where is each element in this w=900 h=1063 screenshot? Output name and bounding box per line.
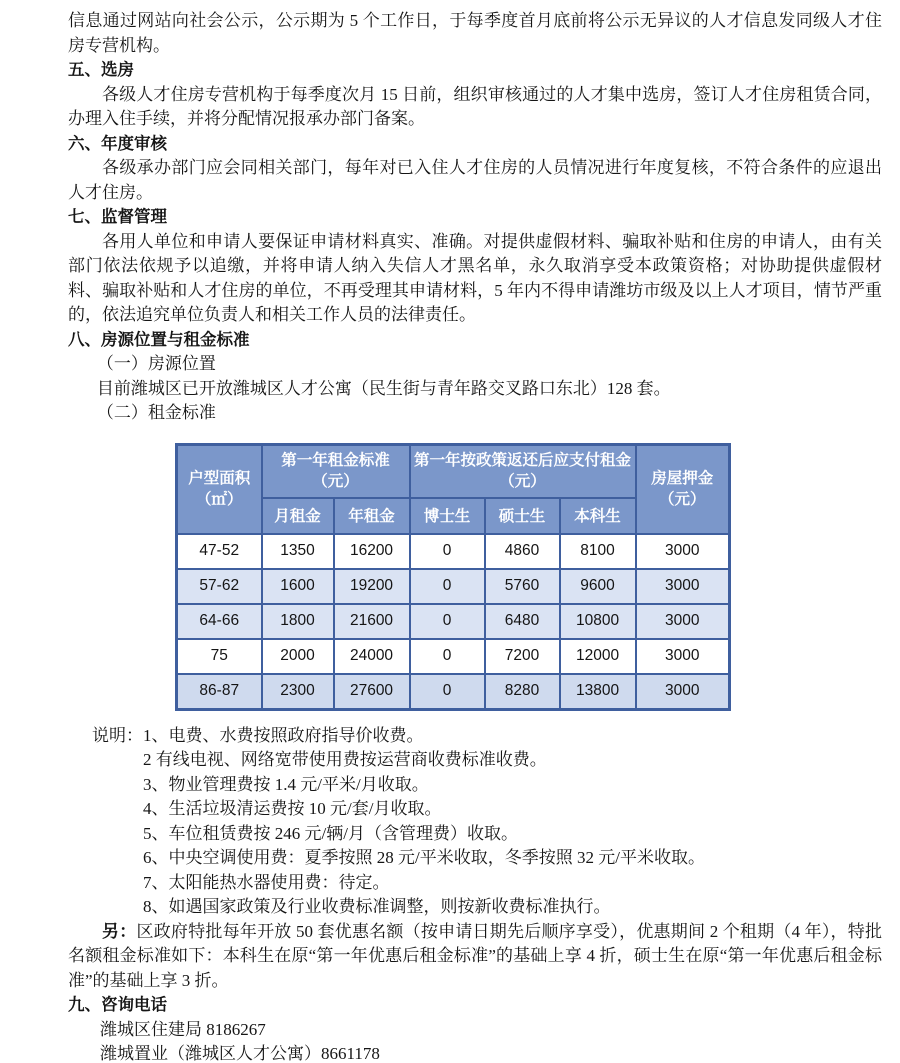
note-item-7: 7、太阳能热水器使用费：待定。 (143, 872, 390, 892)
cell-deposit: 3000 (636, 569, 730, 604)
extra-body: 区政府特批每年开放 50 套优惠名额（按申请日期先后顺序享受），优惠期间 2 个租期（4 年），特批名额租金标准如下：本科生在原“第一年优惠后租金标准”的基础上享 4 折，硕士生在原“第一年优惠后租金标准”的基础上享 3 折。 (68, 921, 883, 990)
cell-master: 7200 (485, 639, 560, 674)
cell-deposit: 3000 (636, 674, 730, 709)
note-item-5: 5、车位租赁费按 246 元/辆/月（含管理费）收取。 (143, 823, 518, 843)
cell-monthly: 2300 (262, 674, 334, 709)
section-body-6: 各级承办部门应会同相关部门，每年对已入住人才住房的人员情况进行年度复核，不符合条件的应退出人才住房。 (68, 158, 882, 202)
th-monthly: 月租金 (262, 498, 334, 534)
th-master: 硕士生 (485, 498, 560, 534)
cell-area: 47-52 (177, 534, 262, 569)
rent-table-wrap (175, 443, 882, 711)
section-heading-8: 八、房源位置与租金标准 (68, 330, 250, 349)
table-row (177, 569, 730, 604)
note-item-6: 6、中央空调使用费：夏季按照 28 元/平米收取，冬季按照 32 元/平米收取。 (143, 848, 705, 867)
section-heading-7: 七、监督管理 (68, 208, 167, 226)
cell-area: 86-87 (177, 674, 262, 709)
note-first-line (92, 724, 882, 749)
cell-master: 8280 (485, 674, 560, 709)
cell-area: 57-62 (177, 569, 262, 604)
rent-standard-table (175, 443, 731, 711)
cell-monthly: 1600 (262, 569, 334, 604)
cell-doctor: 0 (410, 604, 485, 639)
section-heading-9: 九、咨询电话 (68, 996, 167, 1014)
cell-doctor: 0 (410, 674, 485, 709)
cell-yearly: 16200 (334, 534, 410, 569)
cell-bachelor: 13800 (560, 674, 636, 709)
subsection-body-1: 目前潍城区已开放潍城区人才公寓（民生街与青年路交叉路口东北）128 套。 (96, 378, 671, 398)
cell-yearly: 27600 (334, 674, 410, 709)
cell-master: 5760 (485, 569, 560, 604)
table-row (177, 639, 730, 674)
cell-doctor: 0 (410, 639, 485, 674)
cell-area: 75 (177, 639, 262, 674)
cell-yearly: 19200 (334, 569, 410, 604)
cell-doctor: 0 (410, 569, 485, 604)
th-first-year-group: 第一年租金标准（元） (262, 444, 410, 498)
cell-yearly: 21600 (334, 604, 410, 639)
contact-line-1: 潍城区住建局 8186267 (100, 1019, 266, 1039)
subsection-label-1: （一）房源位置 (96, 354, 216, 373)
notes-label: 说明： (92, 725, 143, 745)
note-item-4: 4、生活垃圾清运费按 10 元/套/月收取。 (143, 799, 442, 818)
section-body-5: 各级人才住房专营机构于每季度次月 15 日前，组织审核通过的人才集中选房，签订人才住房租赁合同，办理入住手续，并将分配情况报承办部门备案。 (68, 84, 882, 128)
note-item-8: 8、如遇国家政策及行业收费标准调整，则按新收费标准执行。 (143, 897, 611, 916)
cell-bachelor: 9600 (560, 569, 636, 604)
cell-bachelor: 12000 (560, 639, 636, 674)
th-after-policy-group: 第一年按政策返还后应支付租金（元） (410, 444, 636, 498)
contact-line-2: 潍城置业（潍城区人才公寓）8661178 (100, 1044, 380, 1063)
continuation-paragraph: 信息通过网站向社会公示，公示期为 5 个工作日，于每季度首月底前将公示无异议的人才信息发同级人才住房专营机构。 (68, 11, 882, 55)
th-deposit: 房屋押金（元） (636, 444, 730, 534)
section-body-7: 各用人单位和申请人要保证申请材料真实、准确。对提供虚假材料、骗取补贴和住房的申请人，由有关部门依法依规予以追缴，并将申请人纳入失信人才黑名单，永久取消享受本政策资格；对协助提供虚假材料、骗取补贴和人才住房的单位，不再受理其申请材料，5 年内不得申请潍坊市级及以上人才项目，情节严重的，依法追究单位负责人和相关工作人员的法律责任。 (68, 231, 882, 324)
cell-master: 6480 (485, 604, 560, 639)
cell-bachelor: 10800 (560, 604, 636, 639)
section-heading-6: 六、年度审核 (68, 134, 167, 153)
cell-area: 64-66 (177, 604, 262, 639)
notes-block (92, 724, 882, 920)
table-row (177, 674, 730, 709)
table-row (177, 604, 730, 639)
table-row (177, 534, 730, 569)
section-heading-5: 五、选房 (68, 61, 134, 79)
cell-yearly: 24000 (334, 639, 410, 674)
cell-deposit: 3000 (636, 639, 730, 674)
cell-bachelor: 8100 (560, 534, 636, 569)
extra-prefix: 另： (102, 921, 137, 941)
note-item-3: 3、物业管理费按 1.4 元/平米/月收取。 (143, 774, 429, 794)
note-item-1: 1、电费、水费按照政府指导价收费。 (143, 725, 424, 745)
cell-doctor: 0 (410, 534, 485, 569)
cell-monthly: 2000 (262, 639, 334, 674)
cell-deposit: 3000 (636, 534, 730, 569)
subsection-label-2: （二）租金标准 (96, 403, 216, 422)
note-item-2: 2 有线电视、网络宽带使用费按运营商收费标准收费。 (143, 750, 547, 769)
th-yearly: 年租金 (334, 498, 410, 534)
extra-paragraph (68, 920, 882, 994)
th-area: 户型面积（㎡） (177, 444, 262, 534)
cell-monthly: 1350 (262, 534, 334, 569)
th-bachelor: 本科生 (560, 498, 636, 534)
cell-monthly: 1800 (262, 604, 334, 639)
cell-master: 4860 (485, 534, 560, 569)
cell-deposit: 3000 (636, 604, 730, 639)
th-doctor: 博士生 (410, 498, 485, 534)
